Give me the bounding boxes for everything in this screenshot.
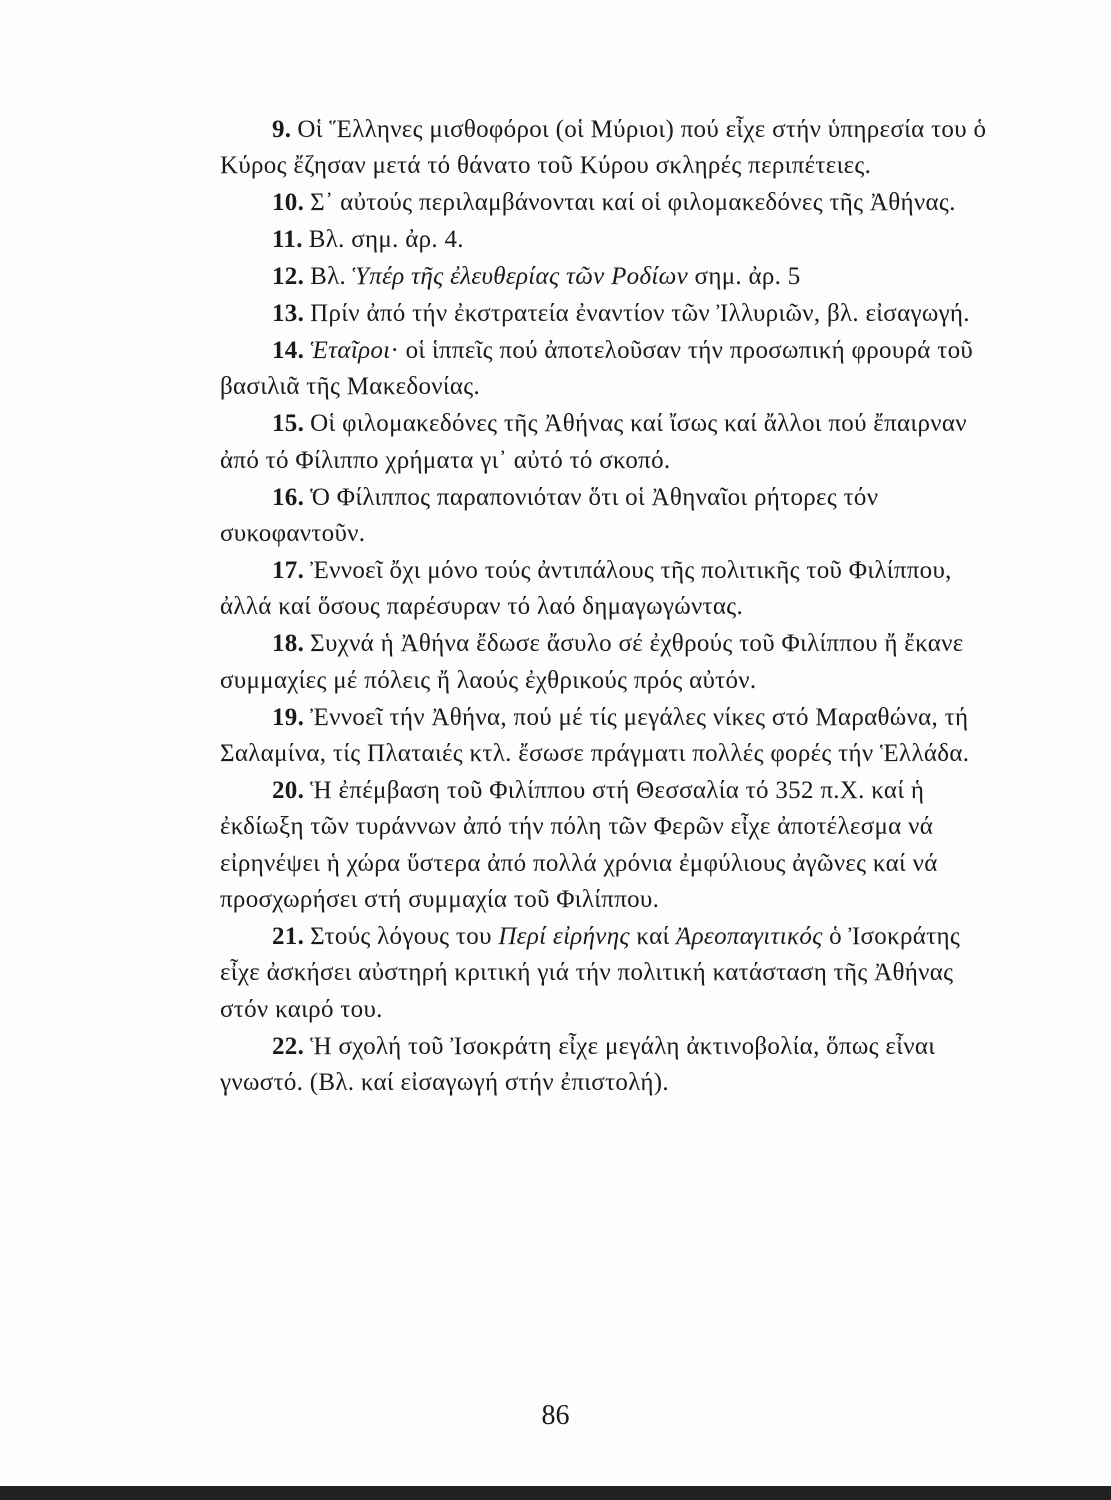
endnote-17 — [220, 553, 1005, 626]
endnote-text: Σ᾽ αὐτούς περιλαμβάνονται καί οἱ φιλομακεδόνες τῆς Ἀθήνας. — [310, 189, 956, 217]
endnote-text-prefix: Στούς λόγους του — [310, 922, 499, 950]
endnote-number: 14. — [272, 336, 305, 364]
endnote-work-title: Ὑπέρ τῆς ἐλευθερίας τῶν Ροδίων — [352, 263, 688, 291]
endnote-number: 12. — [272, 263, 305, 291]
endnote-number: 22. — [272, 1032, 305, 1060]
endnote-22 — [220, 1029, 1005, 1102]
page-number: 86 — [541, 1400, 570, 1431]
endnote-10 — [220, 185, 1005, 221]
endnote-19 — [220, 700, 1005, 773]
endnote-13 — [220, 296, 1005, 332]
endnote-14 — [220, 333, 1005, 406]
endnote-9 — [220, 112, 1005, 185]
endnote-11 — [220, 222, 1005, 258]
endnote-21 — [220, 919, 1005, 1028]
endnote-text: Συχνά ἡ Ἀθήνα ἔδωσε ἄσυλο σέ ἐχθρούς τοῦ Φιλίππου ἤ ἔκανε συμμαχίες μέ πόλεις ἤ λαούς ἐχθρικούς πρός αὐτόν. — [220, 630, 964, 694]
endnote-text: Οἱ Ἕλληνες μισθοφόροι (οἱ Μύριοι) πού εἶχε στήν ὑπηρεσία του ὁ Κύρος ἔζησαν μετά τό θάνατο τοῦ Κύρου σκληρές περιπέτειες. — [220, 116, 987, 180]
endnote-number: 16. — [272, 483, 305, 511]
endnote-text: Ἐννοεῖ ὄχι μόνο τούς ἀντιπάλους τῆς πολιτικῆς τοῦ Φιλίππου, ἀλλά καί ὅσους παρέσυραν τό λαό δημαγωγώντας. — [220, 556, 952, 621]
endnote-text-suffix: ὁ Ἰσοκράτης εἶχε ἀσκήσει αὐστηρή κριτική γιά τήν πολιτική κατάσταση τῆς Ἀθήνας στόν καιρό του. — [220, 922, 961, 1023]
endnote-number: 21. — [272, 922, 305, 950]
endnote-number: 19. — [272, 703, 305, 731]
endnote-text: Ὁ Φίλιππος παραπονιόταν ὅτι οἱ Ἀθηναῖοι ρήτορες τόν συκοφαντοῦν. — [220, 483, 879, 547]
endnote-15 — [220, 406, 1005, 479]
endnote-number: 17. — [272, 556, 305, 584]
scan-edge-shadow — [0, 1486, 1111, 1500]
endnote-text-prefix: Βλ. — [310, 263, 353, 291]
endnote-number: 13. — [272, 300, 305, 328]
endnote-text: Οἱ φιλομακεδόνες τῆς Ἀθήνας καί ἴσως καί ἄλλοι πού ἔπαιρναν ἀπό τό Φίλιππο χρήματα γι᾽ αὐτό τό σκοπό. — [220, 410, 967, 474]
endnote-number: 9. — [272, 116, 292, 143]
endnote-work-title-2: Ἀρεοπαγιτικός — [676, 922, 823, 950]
endnote-text-middle: καί — [629, 922, 677, 950]
endnote-number: 18. — [272, 630, 305, 658]
endnote-text: Ἐννοεῖ τήν Ἀθήνα, πού μέ τίς μεγάλες νίκες στό Μαραθώνα, τή Σαλαμίνα, τίς Πλαταιές κτλ. ἔσωσε πράγματι πολλές φορές τήν Ἑλλάδα. — [220, 703, 970, 767]
endnote-number: 10. — [272, 189, 305, 217]
endnote-number: 11. — [272, 226, 303, 254]
endnotes-list — [220, 112, 1005, 1102]
endnote-text: Ἡ σχολή τοῦ Ἰσοκράτη εἶχε μεγάλη ἀκτινοβολία, ὅπως εἶναι γνωστό. (Βλ. καί εἰσαγωγή στήν ἐπιστολή). — [220, 1032, 936, 1097]
endnote-text-suffix: · οἱ ἱππεῖς πού ἀποτελοῦσαν τήν προσωπική φρουρά τοῦ βασιλιᾶ τῆς Μακεδονίας. — [220, 336, 974, 401]
endnote-12 — [220, 259, 1005, 295]
endnote-work-title: Περί εἰρήνης — [498, 922, 630, 950]
endnote-18 — [220, 626, 1005, 699]
endnote-text-suffix: σημ. ἀρ. 5 — [688, 263, 801, 291]
endnote-text: Πρίν ἀπό τήν ἐκστρατεία ἐναντίον τῶν Ἰλλυριῶν, βλ. εἰσαγωγή. — [310, 300, 970, 328]
endnote-text: Βλ. σημ. ἀρ. 4. — [308, 226, 464, 254]
endnote-term: Ἑταῖροι — [310, 336, 391, 364]
endnote-number: 20. — [272, 776, 305, 804]
endnote-20 — [220, 773, 1005, 919]
endnote-text: Ἡ ἐπέμβαση τοῦ Φιλίππου στή Θεσσαλία τό 352 π.Χ. καί ἡ ἐκδίωξη τῶν τυράννων ἀπό τήν πόλη τῶν Φερῶν εἶχε ἀποτέλεσμα νά εἰρηνέψει ἡ χώρα ὕστερα ἀπό πολλά χρόνια ἐμφύλιους ἀγῶνες καί νά προσχωρήσει στή συμμαχία τοῦ Φιλίππου. — [220, 776, 938, 914]
endnote-number: 15. — [272, 410, 305, 438]
endnote-16 — [220, 480, 1005, 553]
